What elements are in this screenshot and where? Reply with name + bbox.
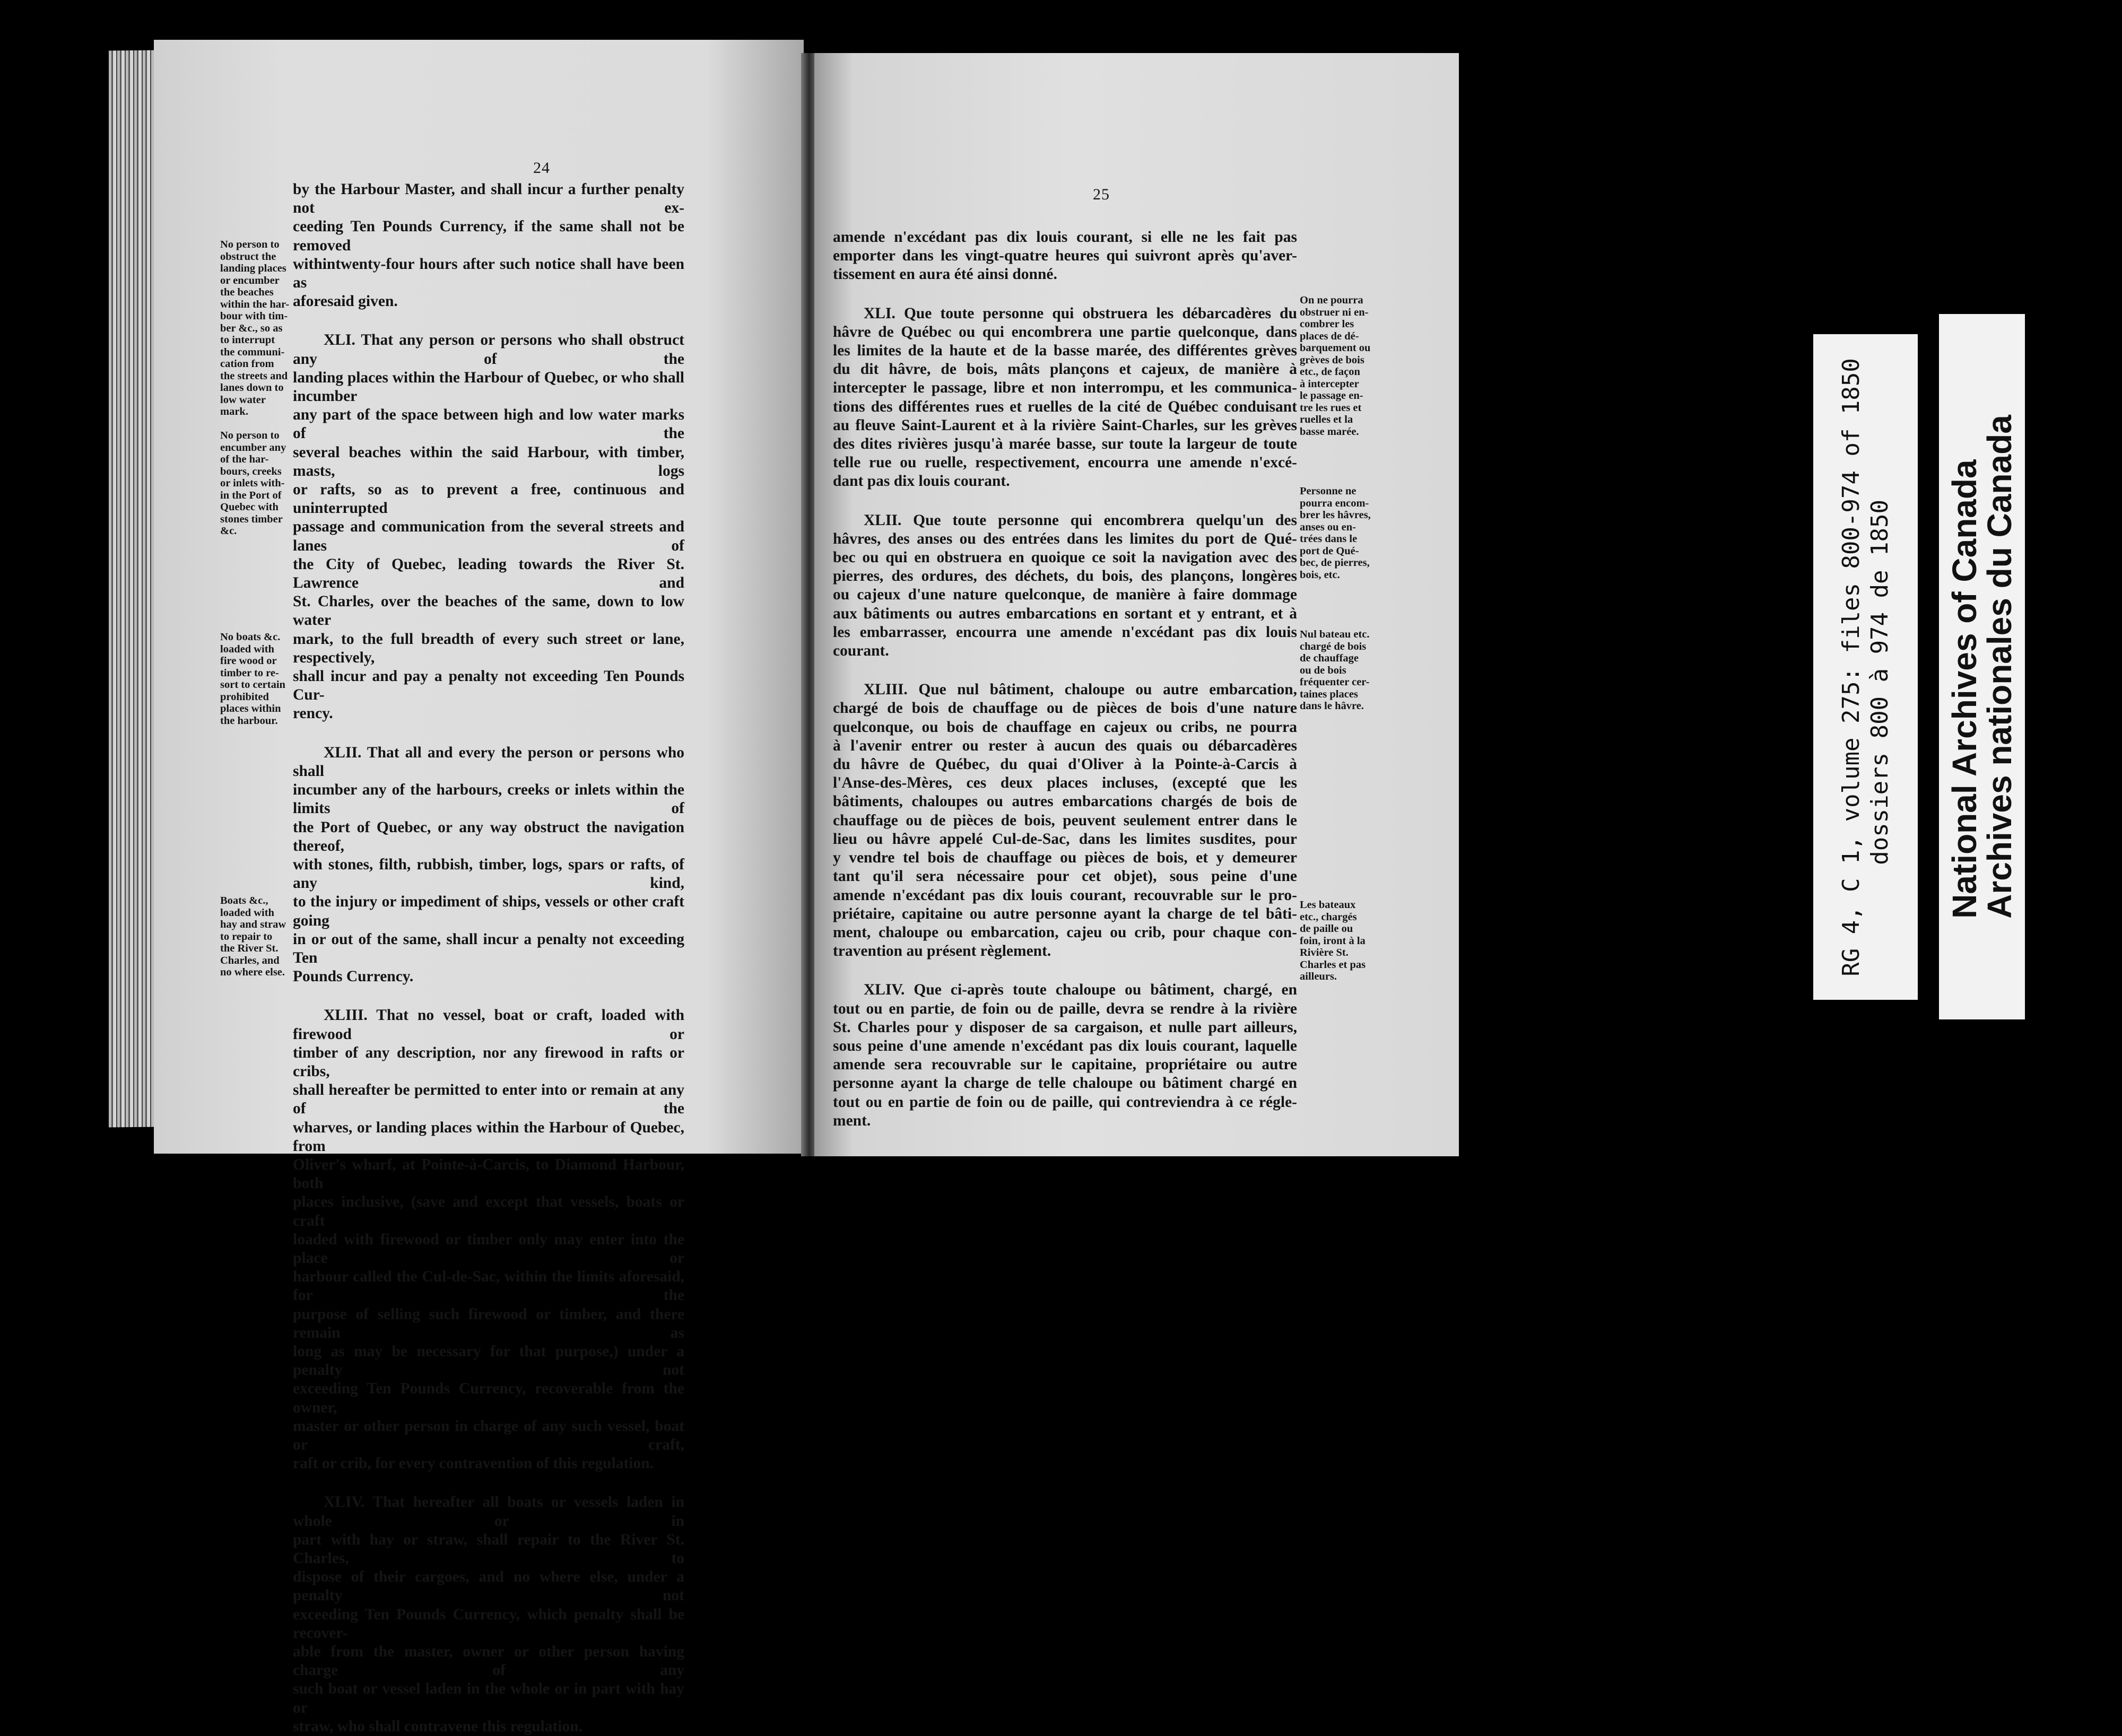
text-line: XLII. Que toute personne qui encombrera quelqu'un des (864, 511, 1297, 529)
text-line: pierres, des ordures, des déchets, du bois, des plançons, longères (833, 568, 1297, 585)
text-line: part with hay or straw, shall repair to the River St. Charles, to (293, 1531, 684, 1567)
archives-label (1939, 314, 2025, 1019)
margin-note (220, 239, 292, 418)
text-line: les limites de la haute et de la basse marée, des différentes grèves (833, 342, 1297, 360)
margin-note-line: bour with tim- (220, 310, 288, 322)
text-line: amende sera recouvrable sur le capitaine, propriétaire ou autre (833, 1056, 1297, 1074)
file-reference-line: dossiers 800 à 974 de 1850 (1866, 499, 1893, 865)
margin-note-line: within the har- (220, 298, 290, 310)
margin-note-line: anses ou en- (1300, 521, 1356, 533)
text-line: several beaches within the said Harbour, with timber, masts, logs (293, 443, 684, 479)
text-line: dispose of their cargoes, and no where else, under a penalty not (293, 1568, 684, 1604)
text-line: bâtiments, chaloupes ou autres embarcations chargés de bois de (833, 793, 1297, 810)
margin-note-line: bec, de pierres, (1300, 557, 1370, 569)
margin-note-line: pourra encom- (1300, 497, 1369, 509)
margin-note-line: loaded with (220, 906, 274, 919)
text-line: wharves, or landing places within the Harbour of Quebec, from (293, 1119, 684, 1155)
margin-note-line: dans le hâvre. (1300, 700, 1364, 712)
paragraph-gap (293, 986, 684, 1006)
text-line: places inclusive, (save and except that vessels, boats or craft (293, 1193, 684, 1229)
margin-note-line: mark. (220, 406, 248, 417)
margin-note-line: obstruer ni en- (1300, 306, 1369, 318)
text-line: shall incur and pay a penalty not exceeding Ten Pounds Cur- (293, 668, 684, 704)
margin-note-line: stones timber (220, 513, 283, 525)
paragraph-gap (293, 311, 684, 331)
text-line: telle rue ou ruelle, respectivement, encourra une amende n'excé- (833, 454, 1297, 472)
margin-note-line: ruelles et la (1300, 414, 1353, 425)
text-line: timber of any description, nor any firewood in rafts or cribs, (293, 1044, 684, 1080)
text-line: XLIII. That no vessel, boat or craft, loaded with firewood or (293, 1007, 684, 1043)
text-line: the Port of Quebec, or any way obstruct the navigation thereof, (293, 818, 684, 854)
text-line: du hâvre de Québec, du quai d'Oliver à la Pointe-à-Carcis à (833, 756, 1297, 773)
text-line: hâvre de Québec ou qui encombrera une partie quelconque, dans (833, 323, 1297, 341)
margin-note-line: the River St. (220, 943, 279, 954)
text-line: du dit hâvre, de bois, mâts plançons et cajeux, de manière à (833, 361, 1297, 378)
margin-note-line: Personne ne (1300, 485, 1356, 497)
paragraph-gap (833, 284, 1297, 304)
text-line: tout ou en partie, de foin ou de paille, devra se rendre à la rivière (833, 1000, 1297, 1017)
text-line: such boat or vessel laden in the whole or in part with hay or (293, 1680, 684, 1716)
margin-note-line: encumber any (220, 441, 286, 453)
text-line: XLIV. Que ci-après toute chaloupe ou bâtiment, chargé, en (864, 981, 1297, 999)
paragraph (293, 1006, 684, 1473)
paragraph (833, 511, 1297, 661)
margin-note-line: port de Qué- (1300, 545, 1359, 557)
text-line: emporter dans les vingt-quatre heures qui suivront après qu'aver- (833, 247, 1297, 265)
margin-note-line: obstruct the (220, 250, 276, 263)
margin-note-line: à intercepter (1300, 378, 1359, 390)
margin-note-line: Charles et pas (1300, 958, 1366, 971)
text-line: ment. (833, 1112, 871, 1129)
archives-name-english: National Archives of Canada (1945, 459, 1984, 919)
margin-note-line: foin, iront à la (1300, 935, 1366, 947)
left-page (154, 40, 804, 1735)
paragraph (293, 1493, 684, 1736)
right-page (814, 53, 1459, 1156)
text-line: y vendre tel bois de chauffage ou pièces de bois, et y demeurer (833, 849, 1297, 867)
margin-note-line: combrer les (1300, 318, 1354, 330)
text-line: Oliver's wharf, at Pointe-à-Carcis, to Diamond Harbour, both (293, 1156, 684, 1192)
paragraph (293, 331, 684, 723)
text-line: chauffage ou de pièces de bois, peuvent seulement entrer dans le (833, 812, 1297, 829)
text-line: courant. (833, 642, 889, 660)
margin-note-line: or inlets with- (220, 477, 285, 489)
text-line: des dites rivières jusqu'à marée basse, sur toute la largeur de toute (833, 435, 1297, 453)
margin-note-line: &c. (220, 525, 237, 537)
margin-note-line: to repair to (220, 930, 273, 943)
margin-note-line: ou de bois (1300, 664, 1346, 676)
text-line: lieu ou hâvre appelé Cul-de-Sac, dans les limites susdites, pour (833, 830, 1297, 848)
text-line: travention au présent règlement. (833, 943, 1051, 960)
margin-note-line: ailleurs. (1300, 971, 1337, 982)
text-line: l'Anse-des-Mères, ces deux places incluses, (excepté que les (833, 774, 1297, 792)
text-line: intercepter le passage, libre et non interrompu, et les communica- (833, 379, 1297, 397)
text-line: straw, who shall contravene this regulation. (293, 1717, 583, 1735)
margin-note-line: brer les hâvres, (1300, 509, 1371, 521)
margin-note (220, 430, 292, 537)
text-line: ceeding Ten Pounds Currency, if the same shall not be removed (293, 218, 684, 254)
paragraph (833, 304, 1297, 491)
margin-note-line: bours, creeks (220, 465, 282, 477)
text-line: quelconque, ou bois de chauffage en cajeux ou cribs, ne pourra (833, 718, 1297, 736)
margin-note-line: places within (220, 703, 281, 714)
paragraph-gap (833, 961, 1297, 981)
text-line: the City of Quebec, leading towards the River St. Lawrence and (293, 555, 684, 592)
margin-note-line: Les bateaux (1300, 899, 1356, 911)
text-line: St. Charles, over the beaches of the same, down to low water (293, 593, 684, 629)
margin-note-line: the communi- (220, 346, 285, 358)
text-line: XLIII. Que nul bâtiment, chaloupe ou autre embarcation, (864, 681, 1297, 699)
text-line: tions des différentes rues et ruelles de la cité de Québec conduisant (833, 398, 1297, 415)
text-line: rency. (293, 705, 333, 722)
text-line: tant qu'il sera nécessaire pour cet objet), sous peine d'une (833, 868, 1297, 885)
margin-note-line: Rivière St. (1300, 947, 1349, 958)
text-line: loaded with firewood or timber only may enter into the place or (293, 1231, 684, 1267)
file-reference-line: RG 4, C 1, volume 275: files 800-974 of 1850 (1837, 357, 1865, 976)
margin-note-line: to interrupt (220, 334, 275, 346)
text-line: chargé de bois de chauffage ou de pièces de bois d'une nature (833, 700, 1297, 717)
text-line: mark, to the full breadth of every such street or lane, respectively, (293, 630, 684, 666)
text-line: personne ayant la charge de telle chaloupe ou bâtiment chargé en (833, 1075, 1297, 1092)
text-line: Pounds Currency. (293, 968, 414, 985)
margin-note-line: tre les rues et (1300, 402, 1362, 414)
margin-note-line: low water (220, 394, 266, 406)
page-edges (109, 50, 159, 1128)
paragraph-gap (833, 660, 1297, 681)
paragraph (833, 981, 1297, 1130)
margin-note-line: cation from (220, 358, 274, 370)
text-line: long as may be necessary for that purpose,) under a penalty not (293, 1342, 684, 1379)
margin-note (1300, 899, 1408, 983)
margin-note-line: Quebec with (220, 501, 279, 513)
paragraph (833, 681, 1297, 961)
margin-note-line: Nul bateau etc. (1300, 629, 1370, 640)
page-number: 24 (533, 159, 550, 177)
text-line: aux bâtiments ou autres embarcations en sortant et y entrant, et à (833, 605, 1297, 622)
text-line: sous peine d'une amende n'excédant pas dix louis courant, laquelle (833, 1037, 1297, 1054)
margin-note-line: of the har- (220, 453, 269, 465)
text-line: by the Harbour Master, and shall incur a further penalty not ex- (293, 181, 684, 217)
text-line: exceeding Ten Pounds Currency, recoverable from the owner, (293, 1380, 684, 1416)
text-line: shall hereafter be permitted to enter into or remain at any of the (293, 1081, 684, 1118)
margin-note-line: bois, etc. (1300, 569, 1340, 581)
english-text-column (293, 180, 684, 1736)
text-line: incumber any of the harbours, creeks or inlets within the limits of (293, 781, 684, 817)
text-line: in or out of the same, shall incur a penalty not exceeding Ten (293, 930, 684, 966)
margin-note-line: etc., de façon (1300, 366, 1360, 378)
text-line: dant pas dix louis courant. (833, 473, 1010, 490)
text-line: amende n'excédant pas dix louis courant, si elle ne les fait pas (833, 229, 1297, 246)
text-line: withintwenty-four hours after such notice shall have been as (293, 255, 684, 292)
margin-note-line: On ne pourra (1300, 294, 1363, 306)
margin-note (220, 895, 292, 979)
text-line: XLIV. That hereafter all boats or vessels laden in whole or in (293, 1494, 684, 1530)
margin-note-line: the beaches (220, 286, 274, 298)
text-line: XLI. Que toute personne qui obstruera les débarcadères du (864, 304, 1297, 322)
text-line: tout ou en partie de foin ou de paille, qui contreviendra à ce régle- (833, 1093, 1297, 1111)
text-line: XLI. That any person or persons who shall obstruct any of the (293, 332, 684, 368)
text-line: ou cajeux d'une nature quelconque, de manière à faire dommage (833, 586, 1297, 604)
text-line: raft or crib, for every contravention of this regulation. (293, 1455, 654, 1472)
text-line: tissement en aura été ainsi donné. (833, 266, 1057, 283)
margin-note (1300, 485, 1408, 581)
text-line: harbour called the Cul-de-Sac, within the limits aforesaid, for the (293, 1268, 684, 1304)
text-line: landing places within the Harbour of Quebec, or who shall incumber (293, 369, 684, 405)
text-line: au fleuve Saint-Laurent et à la rivière Saint-Charles, sur les grèves (833, 416, 1297, 434)
text-line: passage and communication from the several streets and lanes of (293, 518, 684, 554)
text-line: priétaire, capitaine ou autre personne ayant la charge de tel bâti- (833, 905, 1297, 922)
margin-note-line: de chauffage (1300, 652, 1359, 664)
page-number: 25 (1093, 186, 1110, 203)
margin-note-line: Charles, and (220, 954, 280, 966)
margin-note-line: prohibited (220, 691, 269, 703)
paragraph-gap (833, 491, 1297, 511)
text-line: hâvres, des anses ou des entrées dans les limites du port de Qué- (833, 530, 1297, 547)
margin-note-line: or encumber (220, 274, 280, 286)
margin-note-line: fire wood or (220, 655, 277, 667)
margin-note-line: loaded with (220, 643, 274, 655)
text-line: any part of the space between high and low water marks of the (293, 406, 684, 442)
paragraph (833, 228, 1297, 284)
margin-note-line: de paille ou (1300, 923, 1353, 935)
margin-note-line: No person to (220, 239, 280, 250)
text-line: amende n'excédant pas dix louis courant, recouvrable sur le pro- (833, 886, 1297, 904)
text-line: à l'avenir entrer ou rester à aucun des quais ou débarcadères (833, 737, 1297, 754)
margin-note (1300, 294, 1408, 438)
file-reference-label (1813, 334, 1918, 1000)
margin-note-line: trées dans le (1300, 533, 1358, 545)
paragraph-gap (293, 1473, 684, 1493)
french-text-column (833, 228, 1297, 1130)
paragraph-gap (293, 723, 684, 744)
text-line: to the injury or impediment of ships, vessels or other craft going (293, 893, 684, 929)
text-line: les embarrasser, encourra une amende n'excédant pas dix louis (833, 623, 1297, 641)
margin-note (220, 631, 292, 727)
margin-note-line: No boats &c. (220, 631, 281, 643)
margin-note-line: sort to certain (220, 679, 285, 691)
text-line: purpose of selling such firewood or timber, and there remain as (293, 1305, 684, 1341)
margin-note-line: No person to (220, 430, 280, 441)
archives-name-french: Archives nationales du Canada (1980, 415, 2019, 919)
paragraph (293, 180, 684, 311)
margin-note-line: taines places (1300, 688, 1358, 700)
margin-note-line: basse marée. (1300, 425, 1359, 438)
margin-note-line: in the Port of (220, 489, 282, 501)
margin-note (1300, 629, 1408, 712)
text-line: St. Charles pour y disposer de sa cargaison, et nulle part ailleurs, (833, 1018, 1297, 1036)
text-line: with stones, filth, rubbish, timber, logs, spars or rafts, of any kind, (293, 856, 684, 892)
text-line: bec ou qui en obstruera en quoique ce soit la navigation avec des (833, 549, 1297, 566)
text-line: XLII. That all and every the person or persons who shall (293, 744, 684, 780)
text-line: aforesaid given. (293, 293, 398, 310)
margin-note-line: timber to re- (220, 667, 279, 679)
margin-note-line: chargé de bois (1300, 640, 1367, 652)
margin-note-line: landing places (220, 263, 286, 274)
text-line: ment, chaloupe ou embarcation, cajeu ou crib, pour chaque con- (833, 923, 1297, 941)
margin-note-line: barquement ou (1300, 342, 1371, 354)
margin-note-line: lanes down to (220, 382, 284, 394)
margin-note-line: places de dé- (1300, 330, 1359, 342)
margin-note-line: ber &c., so as (220, 322, 283, 334)
margin-note-line: fréquenter cer- (1300, 676, 1370, 688)
margin-note-line: no where else. (220, 966, 285, 978)
margin-note-line: le passage en- (1300, 390, 1363, 402)
margin-note-line: etc., chargés (1300, 911, 1357, 923)
text-line: exceeding Ten Pounds Currency, which penalty shall be recover- (293, 1606, 684, 1642)
text-line: master or other person in charge of any such vessel, boat or craft, (293, 1417, 684, 1453)
margin-note-line: grèves de bois (1300, 354, 1364, 366)
margin-note-line: the harbour. (220, 714, 278, 727)
paragraph (293, 744, 684, 987)
text-line: or rafts, so as to prevent a free, continuous and uninterrupted (293, 481, 684, 517)
text-line: able from the master, owner or other person having charge of any (293, 1643, 684, 1679)
margin-note-line: Boats &c., (220, 895, 268, 906)
margin-note-line: hay and straw (220, 919, 286, 930)
margin-note-line: the streets and (220, 370, 288, 382)
